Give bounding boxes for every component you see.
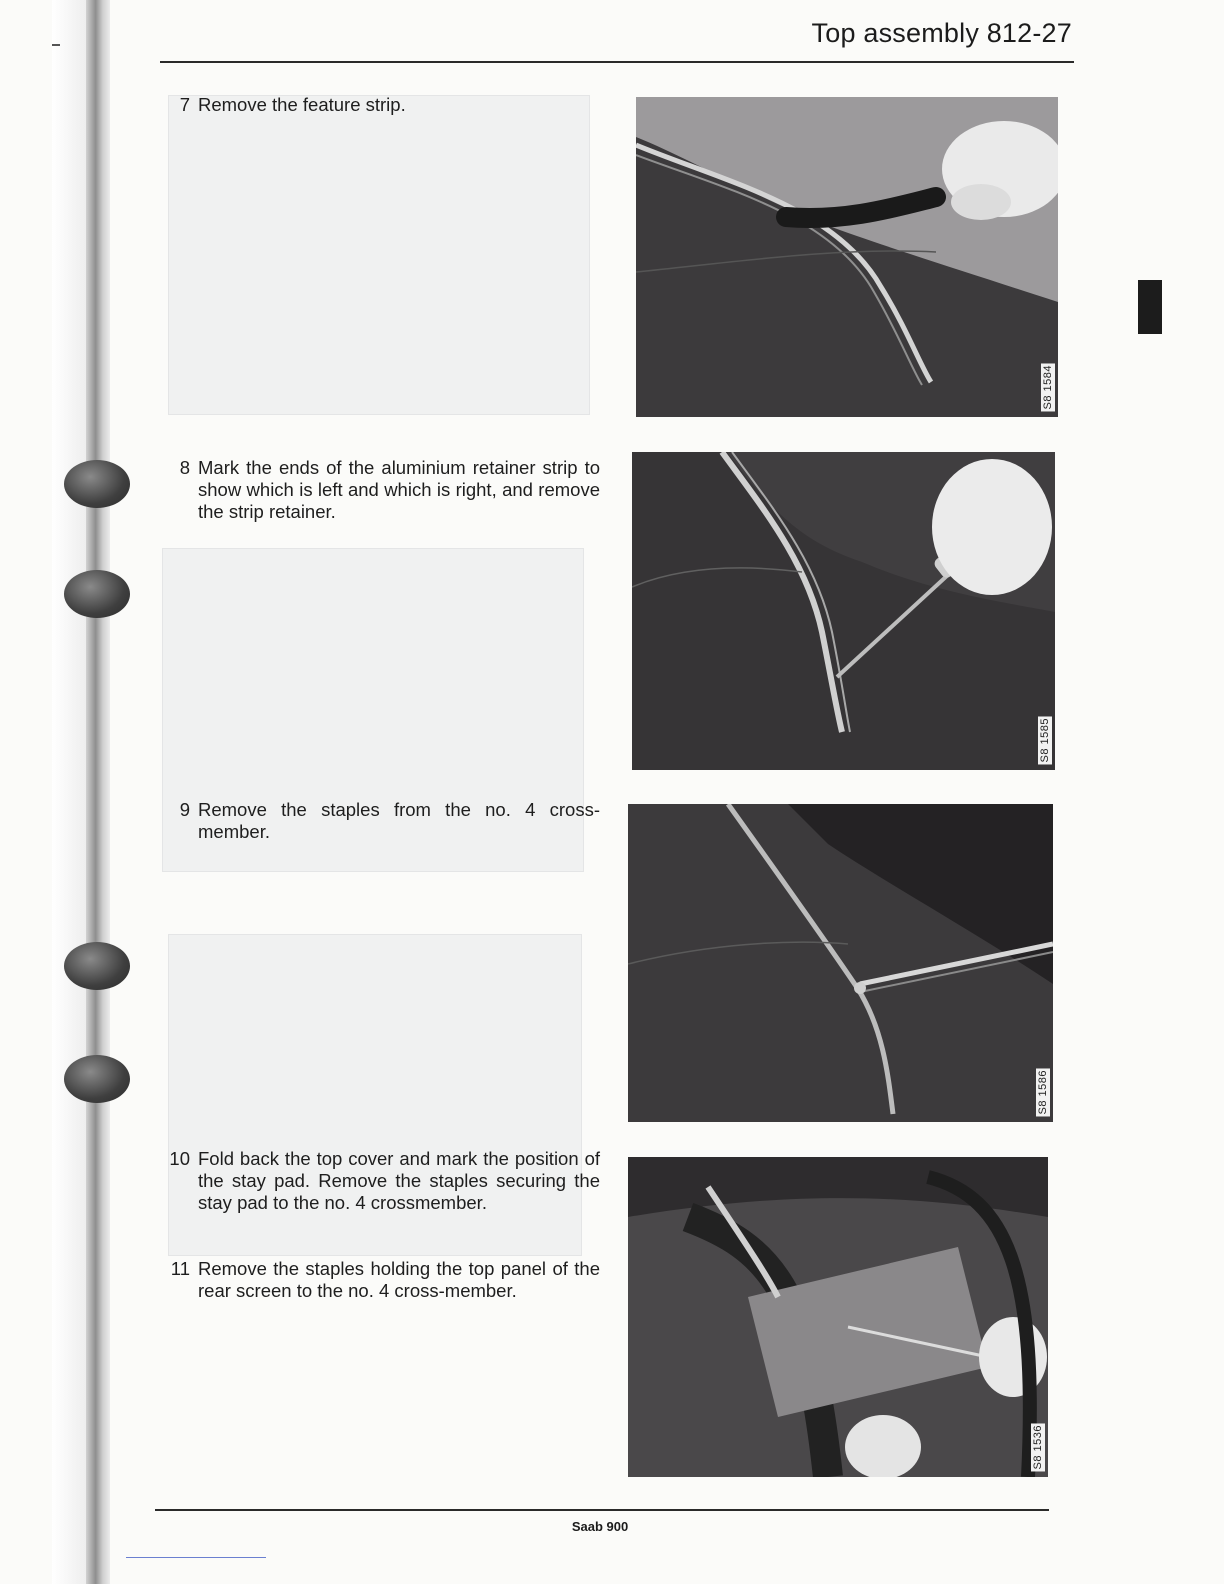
binder-ring [64,1055,130,1103]
page-title: Top assembly 812-27 [811,18,1072,48]
photo-retainer-strip [632,452,1055,770]
step-11 [160,1258,600,1302]
page-binding [86,0,110,1584]
photo-feature-strip [636,97,1058,417]
photo-staples-crossmember [628,804,1053,1122]
footer-model: Saab 900 [571,1519,629,1534]
step-number: 9 [179,799,190,820]
footer-rule [155,1509,1049,1511]
step-10 [160,1148,600,1214]
step-text: Fold back the top cover and mark the position of the stay pad. Remove the staples securing the stay pad to the no. 4 crossmember. [198,1148,600,1213]
step-text: Remove the feature strip. [198,94,406,115]
photo-reference-code: S8 1584 [1042,364,1054,409]
binder-ring [64,570,130,618]
step-text: Mark the ends of the aluminium retainer strip to show which is left and which is right, and remove the strip retainer. [198,457,600,522]
photo-reference-code: S8 1586 [1037,1069,1049,1114]
photo-reference-code: S8 1585 [1039,717,1051,762]
step-number: 7 [179,94,190,115]
step-number: 10 [169,1148,190,1169]
binding-shadow [52,0,86,1584]
step-number: 8 [179,457,190,478]
step-number: 11 [170,1258,190,1279]
show-through-figure [168,95,590,415]
section-edge-tab [1138,280,1162,334]
corner-mark [126,1557,266,1558]
step-9 [160,799,600,843]
margin-tick [52,44,60,46]
binder-ring [64,942,130,990]
step-text: Remove the staples from the no. 4 cross-member. [198,799,600,842]
header-rule [160,61,1074,63]
photo-rear-screen-panel [628,1157,1048,1477]
step-text: Remove the staples holding the top panel of the rear screen to the no. 4 cross-member. [198,1258,600,1301]
photo-reference-code: S8 1536 [1032,1424,1044,1469]
binder-ring [64,460,130,508]
step-7 [160,94,600,116]
step-8 [160,457,600,523]
